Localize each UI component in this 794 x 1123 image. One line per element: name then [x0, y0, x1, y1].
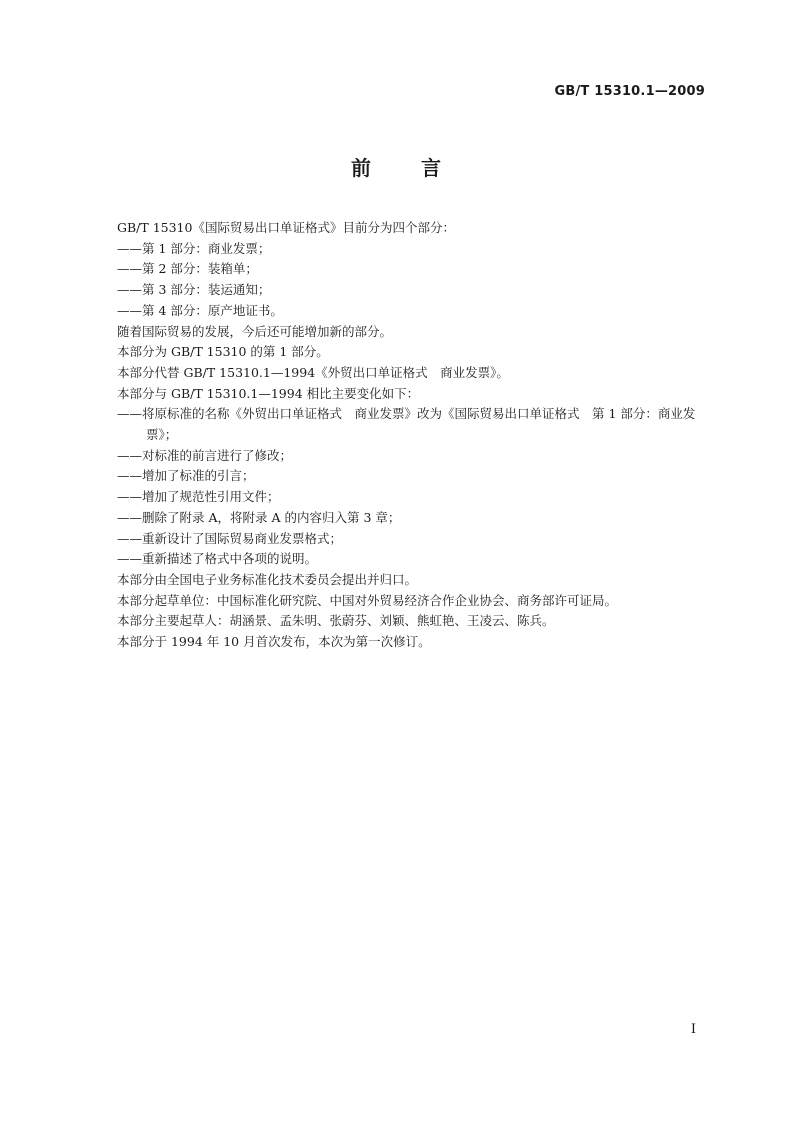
paragraph: 本部分为 GB/T 15310 的第 1 部分。: [117, 344, 329, 360]
standard-number: GB/T 15310.1—2009: [554, 84, 705, 99]
paragraph: GB/T 15310《国际贸易出口单证格式》目前分为四个部分：: [117, 220, 455, 235]
page-title: [0, 152, 794, 181]
paragraph: 本部分与 GB/T 15310.1—1994 相比主要变化如下：: [117, 385, 420, 401]
page-number: I: [690, 1022, 696, 1037]
list-item: ——增加了标准的引言；: [117, 468, 255, 484]
list-item: ——重新设计了国际贸易商业发票格式；: [117, 530, 343, 546]
list-item: ——重新描述了格式中各项的说明。: [117, 551, 318, 567]
list-item: ——对标准的前言进行了修改；: [117, 447, 293, 463]
list-item: ——删除了附录 A，将附录 A 的内容归入第 3 章；: [117, 509, 401, 525]
list-item: ——增加了规范性引用文件；: [117, 489, 280, 505]
list-item: ——第 4 部分：原产地证书。: [117, 302, 283, 318]
paragraph: 随着国际贸易的发展，今后还可能增加新的部分。: [117, 323, 393, 339]
list-item: ——第 2 部分：装箱单；: [117, 261, 258, 277]
list-item: ——第 1 部分：商业发票；: [117, 240, 271, 256]
paragraph: 本部分于 1994 年 10 月首次发布，本次为第一次修订。: [117, 634, 431, 650]
paragraph: 本部分由全国电子业务标准化技术委员会提出并归口。: [117, 571, 418, 587]
title-char-1: 前: [351, 156, 373, 180]
paragraph: 本部分起草单位：中国标准化研究院、中国对外贸易经济合作企业协会、商务部许可证局。: [117, 592, 618, 608]
paragraph: 本部分代替 GB/T 15310.1—1994《外贸出口单证格式 商业发票》。: [117, 364, 509, 380]
paragraph: 本部分主要起草人：胡涵景、孟朱明、张蔚芬、刘颖、熊虹艳、王凌云、陈兵。: [117, 613, 555, 629]
preface-body: [117, 218, 717, 653]
title-char-2: 言: [421, 156, 443, 180]
list-item: ——第 3 部分：装运通知；: [117, 282, 271, 298]
list-item: ——将原标准的名称《外贸出口单证格式 商业发票》改为《国际贸易出口单证格式 第 1 部分：商业发票》；: [117, 406, 696, 443]
